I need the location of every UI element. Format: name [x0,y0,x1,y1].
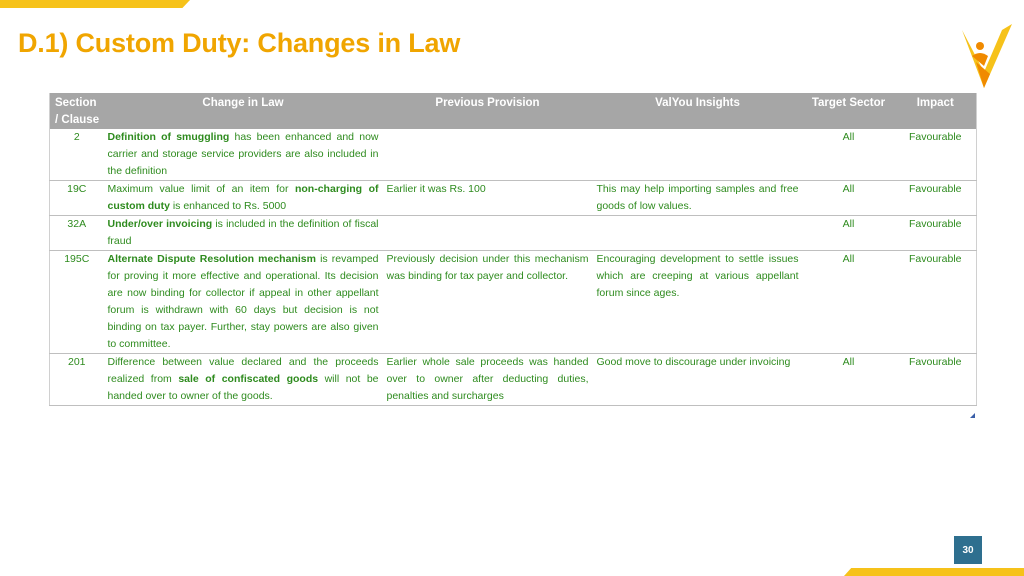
cell-previous-provision: Previously decision under this mechanism was binding for tax payer and collector. [383,251,593,354]
cell-previous-provision [383,216,593,251]
cell-insights [593,216,803,251]
body-text: is revamped for proving it more effective and operational. Its decision are now binding for collector if appeal in other appellant forum is withdrawn with 60 days but decision is not binding on tax payer. Further, stay powers are also given to committee. [107,253,379,350]
changes-in-law-table [49,93,977,406]
header-change-in-law: Change in Law [104,93,383,129]
header-valyou-insights: ValYou Insights [593,93,803,129]
highlight-text: non-charging of custom duty [107,183,379,212]
cell-target-sector: All [803,181,895,216]
cell-impact: Favourable [895,129,977,181]
cell-change-in-law [104,251,383,354]
cell-target-sector: All [803,129,895,181]
cell-impact: Favourable [895,216,977,251]
cell-target-sector: All [803,216,895,251]
highlight-text: Under/over invoicing [107,218,213,230]
page-title: D.1) Custom Duty: Changes in Law [18,28,461,58]
top-accent-stripe [0,0,190,8]
table-row [50,251,977,354]
valyou-logo-icon [958,22,1016,94]
body-text: Difference between value declared and the proceeds realized from [107,356,379,385]
table-row [50,129,977,181]
cell-insights: Good move to discourage under invoicing [593,354,803,406]
cell-target-sector: All [803,354,895,406]
cell-target-sector: All [803,251,895,354]
page-number-badge: 30 [954,536,982,564]
cell-impact: Favourable [895,251,977,354]
cell-section: 32A [50,216,104,251]
body-text: will not be handed over to owner of the goods. [107,373,379,402]
table-row [50,354,977,406]
cell-insights: Encouraging development to settle issues which are creeping at various appellant forum since ages. [593,251,803,354]
table-row [50,216,977,251]
table-resize-handle-icon [970,413,975,418]
cell-change-in-law [104,181,383,216]
cell-section: 195C [50,251,104,354]
cell-section: 201 [50,354,104,406]
cell-impact: Favourable [895,181,977,216]
table-header-row [50,93,977,129]
header-impact: Impact [895,93,977,129]
cell-previous-provision: Earlier whole sale proceeds was handed over to owner after deducting duties, penalties and surcharges [383,354,593,406]
body-text: is enhanced to Rs. 5000 [169,200,287,212]
cell-previous-provision: Earlier it was Rs. 100 [383,181,593,216]
cell-previous-provision [383,129,593,181]
body-text: has been enhanced and now carrier and storage service providers are also included in the definition [107,131,379,177]
cell-change-in-law [104,129,383,181]
body-text: is included in the definition of fiscal fraud [107,218,379,247]
header-section: Section / Clause [50,93,104,129]
highlight-text: Alternate Dispute Resolution mechanism [107,253,316,265]
header-target-sector: Target Sector [803,93,895,129]
cell-change-in-law [104,216,383,251]
table-row [50,181,977,216]
bottom-accent-stripe [844,568,1024,576]
body-text: Maximum value limit of an item for [107,183,295,195]
header-previous-provision: Previous Provision [383,93,593,129]
cell-change-in-law [104,354,383,406]
cell-insights [593,129,803,181]
cell-section: 19C [50,181,104,216]
cell-impact: Favourable [895,354,977,406]
highlight-text: sale of confiscated goods [178,373,319,385]
cell-insights: This may help importing samples and free goods of low values. [593,181,803,216]
highlight-text: Definition of smuggling [107,131,230,143]
cell-section: 2 [50,129,104,181]
